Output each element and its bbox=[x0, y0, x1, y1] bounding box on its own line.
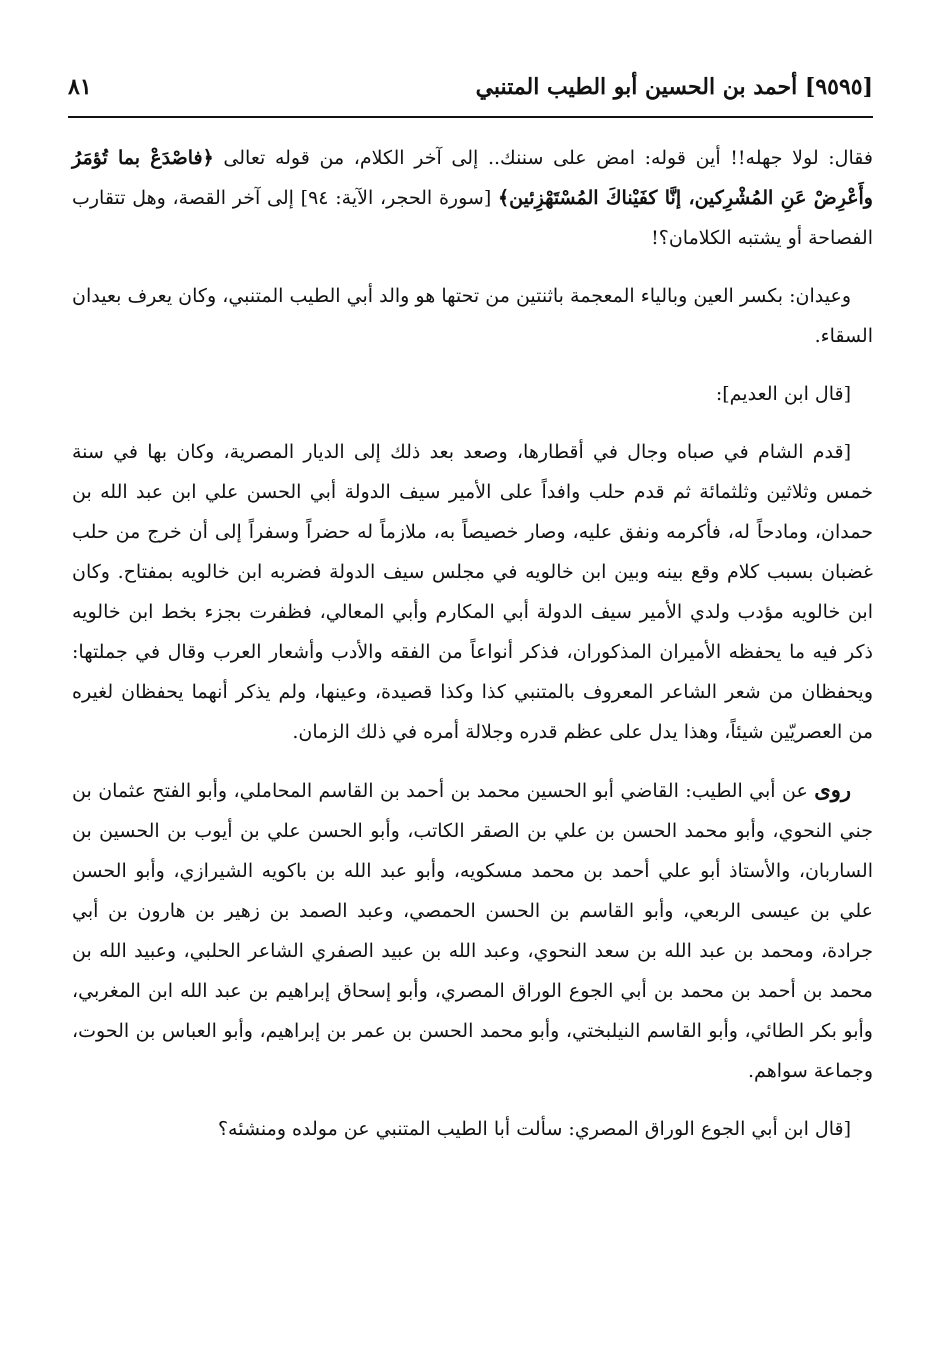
paragraph-1 bbox=[72, 138, 873, 258]
paragraph-3: [قال ابن العديم]: bbox=[715, 383, 851, 405]
paragraph-5-lead: روى bbox=[814, 777, 851, 802]
entry-title: [٩٥٩٥] أحمد بن الحسين أبو الطيب المتنبي bbox=[475, 74, 873, 100]
paragraph-5 bbox=[72, 770, 873, 1091]
body-text bbox=[72, 138, 873, 1167]
paragraph-2: وعيدان: بكسر العين وبالياء المعجمة باثنتين من تحتها هو والد أبي الطيب المتنبي، وكان يعرف بعيدان السقاء. bbox=[72, 285, 873, 347]
paragraph-4: [قدم الشام في صباه وجال في أقطارها، وصعد بعد ذلك إلى الديار المصرية، وكان بها في سنة خمس وثلاثين وثلثمائة ثم قدم حلب وافداً على الأمير سيف الدولة أبي الحسن علي ابن عبد الله بن حمدان، ومادحاً له، فأكرمه ونفق عليه، وصار خصيصاً به، ملازماً له حضراً وسفراً إلى أن خرج من حلب غضبان بسبب كلام وقع بينه وبين ابن خالويه في مجلس سيف الدولة فضربه ابن خالويه بمفتاح. وكان ابن خالويه مؤدب ولدي الأمير سيف الدولة أبي المكارم وأبي المعالي، فظفرت بجزء بخط ابن خالويه ذكر فيه ما يحفظه الأميران المذكوران، فذكر أنواعاً من الفقه والأدب وأشعار العرب وقال في جملتها: ويحفظان من شعر الشاعر المعروف بالمتنبي كذا وكذا قصيدة، وعينها، ولم يذكر أنهما يحفظان لغيره من العصريّين شيئاً، وهذا يدل على عظم قدره وجلالة أمره في ذلك الزمان. bbox=[72, 441, 873, 743]
header-rule bbox=[68, 116, 873, 118]
page-number: ٨١ bbox=[68, 74, 92, 100]
running-head bbox=[68, 74, 873, 114]
paragraph-5-rest: عن أبي الطيب: القاضي أبو الحسين محمد بن أحمد بن القاسم المحاملي، وأبو الفتح عثمان بن جني النحوي، وأبو محمد الحسن بن علي بن الصقر الكاتب، وأبو الحسن علي بن أيوب بن الحسين بن الساربان، والأستاذ أبو علي أحمد بن محمد مسكويه، وأبو عبد الله بن باكويه الشيرازي، وأبو الحسن علي بن عيسى الربعي، وأبو القاسم بن الحسن الحمصي، وعبد الصمد بن زهير بن هارون بن أبي جرادة، ومحمد بن عبد الله بن سعد النحوي، وعبد الله بن عبيد الصفري الشاعر الحلبي، وعبيد الله بن محمد بن أحمد بن محمد بن أبي الجوع الوراق المصري، وأبو إسحاق إبراهيم بن عبد الله ابن المغربي، وأبو بكر الطائي، وأبو القاسم النيلبختي، وأبو محمد الحسن بن عمر بن إبراهيم، وأبو العباس بن الحوت، وجماعة سواهم. bbox=[72, 780, 873, 1082]
paragraph-1-lead: فقال: لولا جهله!! أين قوله: امض على سننك.. إلى آخر الكلام، من قوله تعالى bbox=[213, 147, 873, 169]
paragraph-6: [قال ابن أبي الجوع الوراق المصري: سألت أبا الطيب المتنبي عن مولده ومنشئه؟ bbox=[217, 1118, 851, 1140]
quran-verse: ﴿فاصْدَعْ بما تُؤمَرُ وأَعْرِضْ عَنِ المُشْرِكين، إنَّا كفَيْناكَ المُسْتَهْزِئين﴾ bbox=[72, 147, 873, 209]
paragraph-1-tail: [سورة الحجر، الآية: ٩٤] إلى آخر القصة، وهل تتقارب الفصاحة أو يشتبه الكلامان؟! bbox=[72, 187, 873, 249]
